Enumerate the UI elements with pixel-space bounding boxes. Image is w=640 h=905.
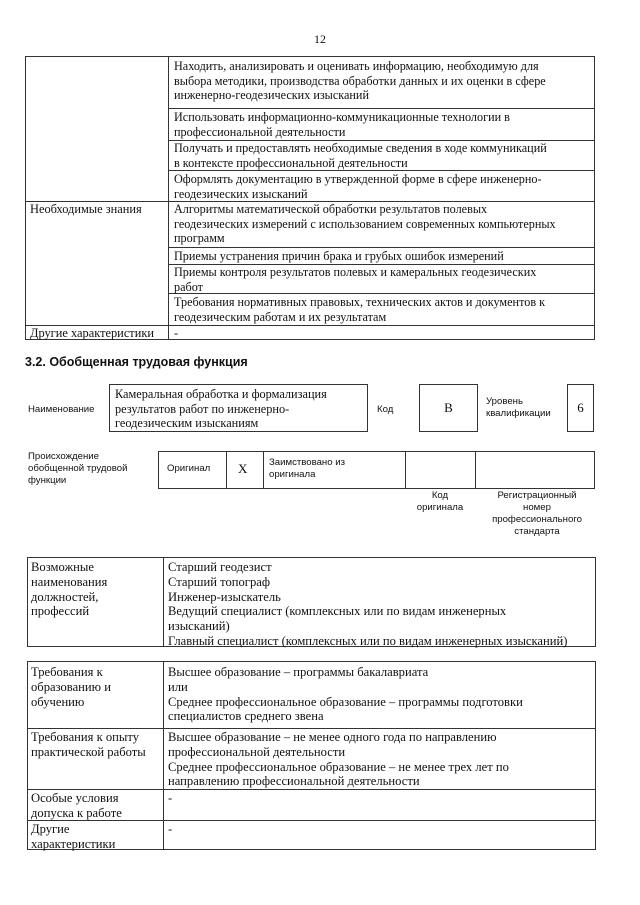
skills-knowledge-table bbox=[25, 56, 595, 340]
skill-cell bbox=[174, 172, 591, 201]
text-line: наименования bbox=[31, 574, 108, 589]
text-line: характеристики bbox=[31, 836, 116, 851]
text-line: оригинала bbox=[269, 469, 316, 480]
text-line: Использовать информационно-коммуникационные технологии в bbox=[174, 110, 510, 124]
text-line: Происхождение bbox=[28, 451, 99, 462]
text-line: - bbox=[174, 326, 179, 340]
name-label: Наименование bbox=[28, 404, 95, 415]
skill-cell bbox=[174, 110, 591, 139]
other-cell bbox=[174, 326, 591, 341]
text-line: Старший топограф bbox=[168, 574, 270, 589]
text-line: изысканий) bbox=[168, 619, 230, 634]
text-line: стандарта bbox=[514, 526, 560, 537]
education-value bbox=[168, 665, 523, 724]
code-value: B bbox=[444, 400, 453, 415]
text-line: Код bbox=[431, 490, 449, 501]
knowledge-cell bbox=[174, 202, 591, 246]
other-characteristics-label bbox=[31, 822, 115, 852]
text-line: работ bbox=[174, 279, 203, 294]
text-line: оригинала bbox=[416, 502, 464, 513]
borrowed-label bbox=[269, 457, 345, 481]
text-line: номер bbox=[523, 502, 551, 513]
text-line: Приемы устранения причин брака и грубых ошибок измерений bbox=[174, 249, 504, 263]
level-label bbox=[486, 396, 551, 420]
text-line: Среднее профессиональное образование – программы подготовки bbox=[168, 694, 523, 709]
admission-label bbox=[31, 791, 122, 821]
other-characteristics-value: - bbox=[168, 822, 173, 836]
text-line: должностей, bbox=[31, 589, 99, 604]
text-line: Среднее профессиональное образование – не менее трех лет по bbox=[168, 759, 509, 774]
level-box bbox=[567, 384, 594, 432]
text-line: специалистов среднего звена bbox=[168, 709, 324, 724]
text-line: выбора методики, производства обработки данных и их оценки в сфере bbox=[174, 73, 546, 88]
text-line: Ведущий специалист (комплексных или по видам инженерных bbox=[168, 604, 507, 619]
text-line: геодезических измерений с использованием современных компьютерных bbox=[174, 216, 556, 231]
function-name-box bbox=[109, 384, 368, 432]
text-line: Высшее образование – программы бакалавриата bbox=[168, 665, 429, 679]
text-line: Требования к bbox=[31, 665, 103, 679]
knowledge-cell bbox=[174, 295, 591, 324]
text-line: направлению профессиональной деятельности bbox=[168, 774, 420, 789]
skill-cell bbox=[174, 59, 591, 103]
registration-number-label bbox=[478, 490, 596, 538]
function-name bbox=[115, 387, 327, 431]
page-number: 12 bbox=[314, 32, 326, 46]
text-line: геодезическим изысканиям bbox=[115, 416, 259, 431]
code-label: Код bbox=[377, 404, 394, 415]
text-line: практической работы bbox=[31, 744, 146, 759]
level-value: 6 bbox=[577, 400, 584, 415]
text-line: квалификации bbox=[486, 408, 551, 419]
row-label-other: Другие характеристики bbox=[30, 326, 155, 340]
skill-cell bbox=[174, 141, 591, 170]
text-line: Требования нормативных правовых, технических актов и документов к bbox=[174, 295, 546, 309]
text-line: Инженер-изыскатель bbox=[168, 589, 281, 604]
text-line: геодезическим работам и их результатам bbox=[174, 309, 387, 324]
text-line: Камеральная обработка и формализация bbox=[115, 387, 327, 401]
text-line: Требования к опыту bbox=[31, 730, 139, 744]
text-line: обобщенной трудовой bbox=[28, 463, 128, 474]
text-line: инженерно-геодезических изысканий bbox=[174, 88, 369, 103]
text-line: Приемы контроля результатов полевых и камеральных геодезических bbox=[174, 265, 537, 279]
origin-label bbox=[28, 451, 127, 487]
code-original-label bbox=[404, 490, 476, 514]
original-mark: X bbox=[238, 461, 248, 476]
text-line: Алгоритмы математической обработки результатов полевых bbox=[174, 202, 488, 216]
text-line: Главный специалист (комплексных или по видам инженерных изысканий) bbox=[168, 633, 568, 648]
experience-value bbox=[168, 730, 509, 789]
text-line: Регистрационный bbox=[497, 490, 577, 501]
text-line: геодезических изысканий bbox=[174, 186, 308, 201]
text-line: Уровень bbox=[486, 396, 523, 407]
text-line: в контексте профессиональной деятельности bbox=[174, 155, 408, 170]
positions-table bbox=[27, 557, 596, 647]
knowledge-cell bbox=[174, 265, 591, 294]
text-line: Старший геодезист bbox=[168, 560, 272, 574]
text-line: Заимствовано из bbox=[269, 457, 345, 468]
text-line: функции bbox=[28, 475, 67, 486]
text-line: программ bbox=[174, 231, 225, 246]
admission-value: - bbox=[168, 791, 173, 805]
section-title: 3.2. Обобщенная трудовая функция bbox=[25, 355, 248, 369]
origin-box bbox=[158, 451, 595, 489]
text-line: Другие bbox=[31, 822, 70, 836]
text-line: Возможные bbox=[31, 560, 94, 574]
text-line: образованию и bbox=[31, 679, 111, 694]
text-line: Находить, анализировать и оценивать информацию, необходимую для bbox=[174, 59, 539, 73]
code-box bbox=[419, 384, 478, 432]
text-line: допуска к работе bbox=[31, 805, 122, 820]
text-line: профессионального bbox=[492, 514, 582, 525]
knowledge-cell bbox=[174, 249, 591, 264]
requirements-table bbox=[27, 661, 596, 850]
education-label bbox=[31, 665, 111, 709]
text-line: или bbox=[168, 679, 188, 694]
text-line: Получать и предоставлять необходимые сведения в ходе коммуникаций bbox=[174, 141, 547, 155]
text-line: Высшее образование – не менее одного года по направлению bbox=[168, 730, 497, 744]
positions-list bbox=[168, 560, 567, 649]
text-line: профессий bbox=[31, 604, 90, 619]
row-label-knowledge: Необходимые знания bbox=[30, 202, 142, 216]
original-label: Оригинал bbox=[167, 463, 211, 474]
text-line: Оформлять документацию в утвержденной форме в сфере инженерно- bbox=[174, 172, 542, 186]
text-line: профессиональной деятельности bbox=[174, 124, 346, 139]
experience-label bbox=[31, 730, 146, 760]
text-line: профессиональной деятельности bbox=[168, 744, 346, 759]
text-line: Особые условия bbox=[31, 791, 119, 805]
positions-label bbox=[31, 560, 107, 619]
text-line: обучению bbox=[31, 694, 85, 709]
text-line: результатов работ по инженерно- bbox=[115, 401, 290, 416]
